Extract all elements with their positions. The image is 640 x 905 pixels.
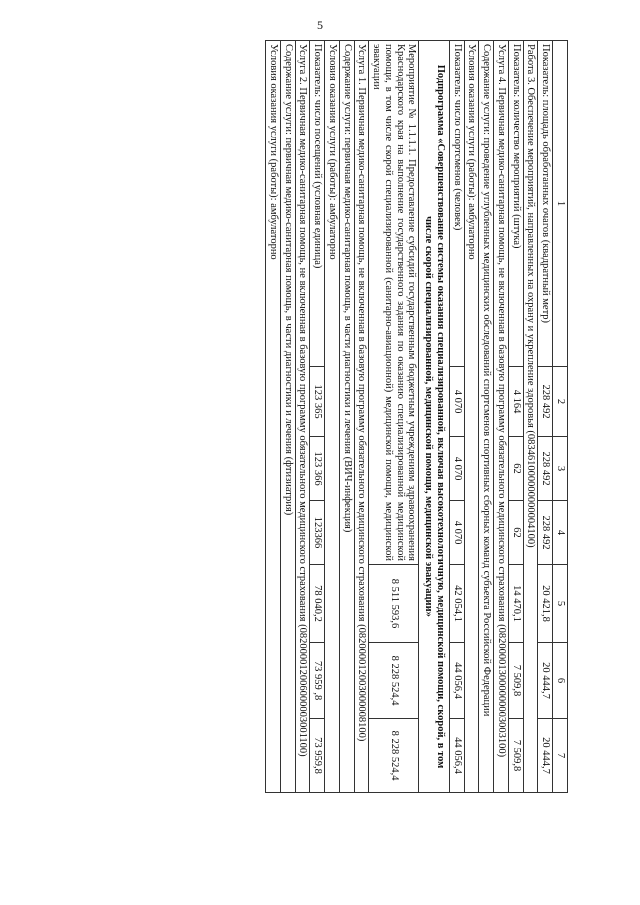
table-row (523, 41, 538, 793)
value-cell: 62 (509, 437, 524, 501)
row-label: Показатель: количество мероприятий (штука) (509, 41, 524, 367)
service-conditions: Условия оказания услуги (работы): амбулаторно (325, 41, 340, 793)
table-row (325, 41, 340, 793)
value-cell: 20 444,7 (538, 719, 553, 793)
row-label: Показатель: число спортсменов (человек) (450, 41, 465, 367)
value-cell: 7 509,8 (509, 719, 524, 793)
value-cell: 123 365 (310, 367, 325, 437)
rotated-table-container (90, 40, 568, 792)
table-row (354, 41, 369, 793)
table-row (266, 41, 281, 793)
service-heading: Услуга 2. Первичная медико-санитарная помощь, не включенная в базовую программу обязательного медицинского страхования (082000012006000003001100) (295, 41, 310, 793)
table-row (494, 41, 509, 793)
value-cell: 20 421,8 (538, 565, 553, 643)
event-label: Мероприятие № 1.1.1.1. Предоставление субсидий государственным бюджетным учреждениям здравоохранения Краснодарского края на выполнение государственного задания по оказанию специализированной медицинской помощи, в том числе скорой специализированной (санитарно-авиационной) медицинской помощи, медицинской эвакуации (369, 41, 419, 565)
value-cell: 7 509,8 (509, 643, 524, 719)
table-row (281, 41, 296, 793)
table-row (419, 41, 450, 793)
service-conditions: Условия оказания услуги (работы): амбулаторно (464, 41, 479, 793)
table-row (340, 41, 355, 793)
value-cell: 8 511 593,6 (369, 565, 419, 643)
table-row (509, 41, 524, 793)
table-row (479, 41, 494, 793)
header-cell: 6 (553, 643, 568, 719)
value-cell: 44 056,4 (450, 719, 465, 793)
value-cell: 8 228 524,4 (369, 643, 419, 719)
service-conditions: Условия оказания услуги (работы): амбулаторно (266, 41, 281, 793)
value-cell: 228 492 (538, 437, 553, 501)
value-cell: 4 070 (450, 437, 465, 501)
table-row (295, 41, 310, 793)
value-cell: 14 470,1 (509, 565, 524, 643)
value-cell: 4 164 (509, 367, 524, 437)
header-cell: 1 (553, 41, 568, 367)
subprogram-heading: Подпрограмма «Совершенствование системы оказания специализированной, включая высокотехнологичную, медицинской помощи, скорой, в том числе скорой специализированной, медицинской помощи, медицинской эвакуации» (419, 41, 450, 793)
value-cell: 123 366 (310, 437, 325, 501)
table-row (464, 41, 479, 793)
value-cell: 4 070 (450, 367, 465, 437)
work-heading: Работа 3. Обеспечение мероприятий, направленных на охрану и укрепление здоровья (083461000000000004100) (523, 41, 538, 793)
service-content: Содержание услуги: первичная медико-санитарная помощь, в части диагностики и лечения (фтизиатрия) (281, 41, 296, 793)
value-cell: 42 054,1 (450, 565, 465, 643)
value-cell: 228 492 (538, 367, 553, 437)
value-cell: 123366 (310, 501, 325, 565)
table-row (450, 41, 465, 793)
value-cell: 8 228 524,4 (369, 719, 419, 793)
value-cell: 73 959,8 (310, 719, 325, 793)
page-number: 5 (317, 18, 323, 32)
service-heading: Услуга 1. Первичная медико-санитарная помощь, не включенная в базовую программу обязательного медицинского страхования (082000012003000008100) (354, 41, 369, 793)
row-label: Показатель: число посещений (условная единица) (310, 41, 325, 367)
header-cell: 7 (553, 719, 568, 793)
value-cell: 228 492 (538, 501, 553, 565)
value-cell: 62 (509, 501, 524, 565)
table-row (310, 41, 325, 793)
table-row (538, 41, 553, 793)
value-cell: 4 070 (450, 501, 465, 565)
header-cell: 4 (553, 501, 568, 565)
header-cell: 2 (553, 367, 568, 437)
header-cell: 5 (553, 565, 568, 643)
table-row (369, 41, 419, 793)
value-cell: 44 056,4 (450, 643, 465, 719)
value-cell: 78 040,2 (310, 565, 325, 643)
service-content: Содержание услуги: первичная медико-санитарная помощь, в части диагностики и лечения (ВИЧ-инфекция) (340, 41, 355, 793)
header-row (553, 41, 568, 793)
value-cell: 20 444,7 (538, 643, 553, 719)
header-cell: 3 (553, 437, 568, 501)
service-content: Содержание услуги: проведение углубленных медицинских обследований спортсменов спортивных сборных команд субъекта Российской Федерации (479, 41, 494, 793)
service-heading: Услуга 4. Первичная медико-санитарная помощь, не включенная в базовую программу обязательного медицинского страхования (082000013000000003003100) (494, 41, 509, 793)
row-label: Показатель: площадь обработанных очагов (квадратный метр) (538, 41, 553, 367)
value-cell: 73 959 ,8 (310, 643, 325, 719)
budget-table (265, 40, 568, 793)
